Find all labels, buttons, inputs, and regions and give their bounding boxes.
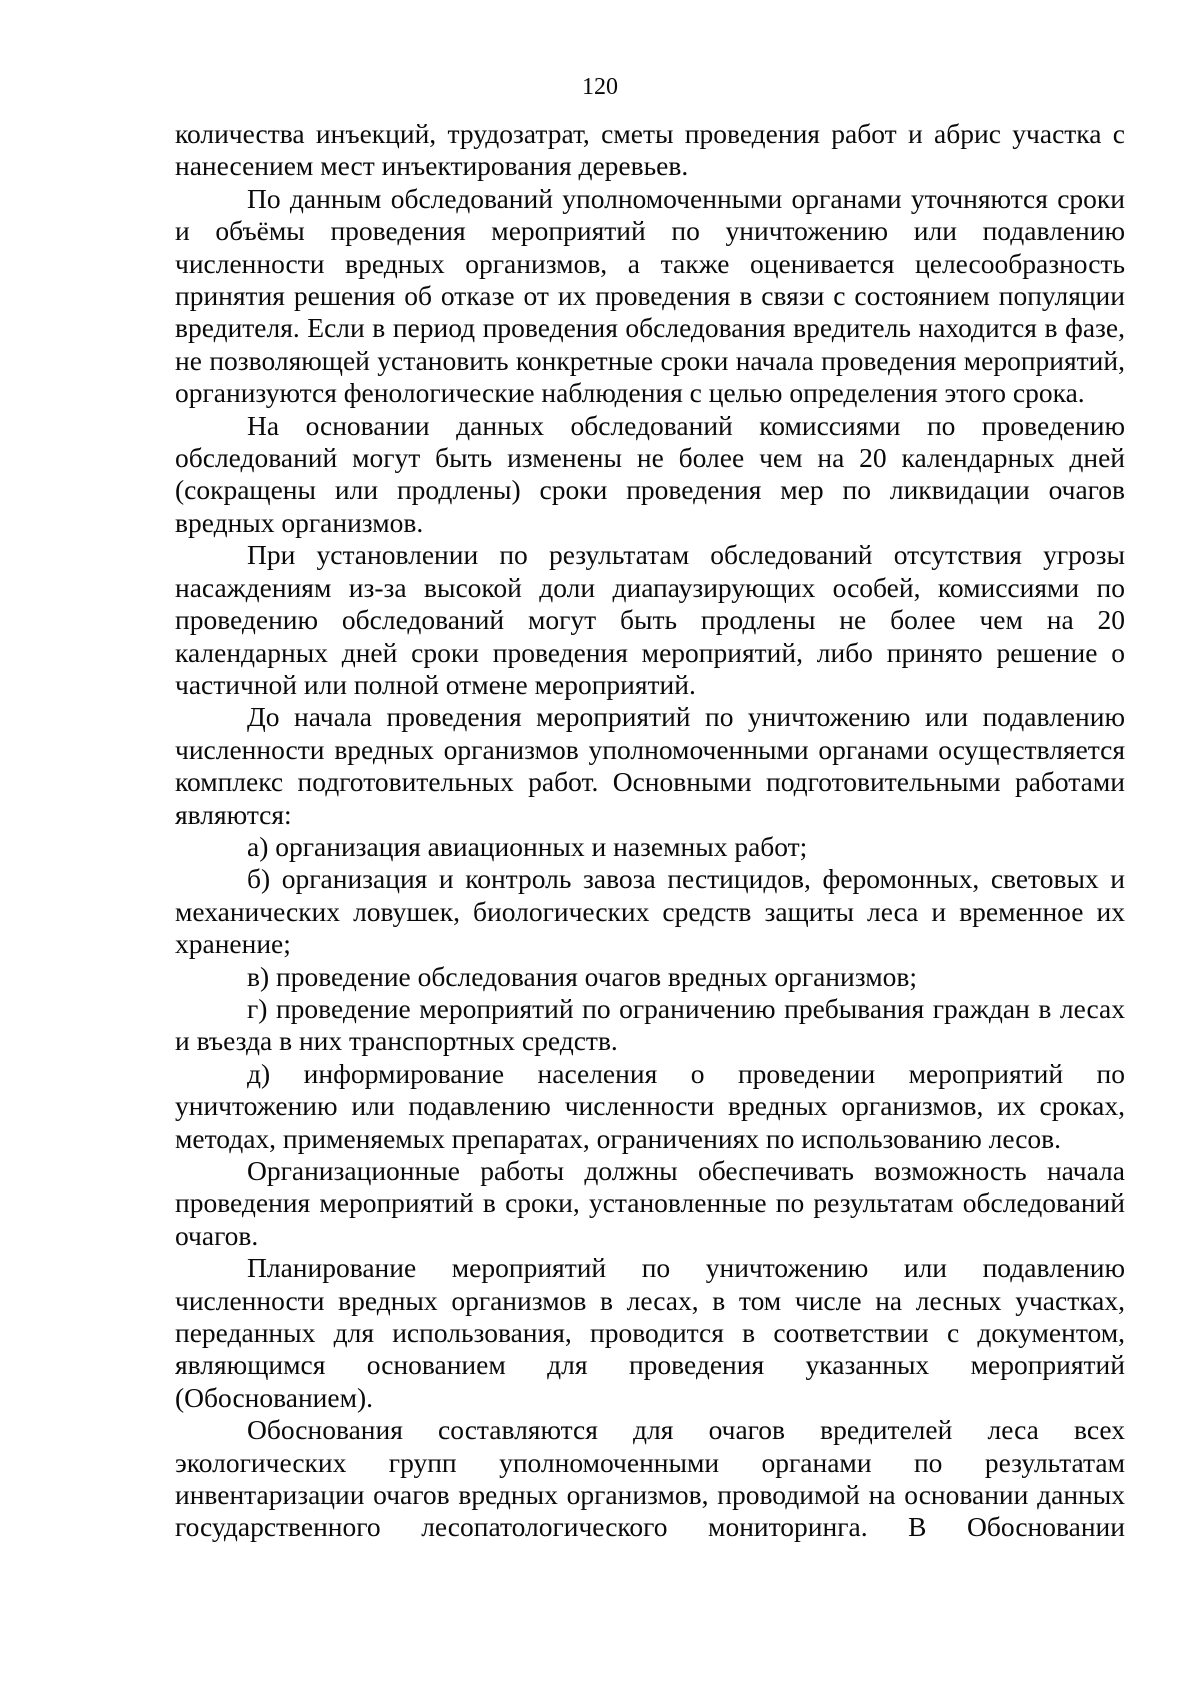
paragraph-5: До начала проведения мероприятий по уничтожению или подавлению численности вредных организмов уполномоченными органами осуществляется комплекс подготовительных работ. Основными подготовительными работами являются:	[175, 701, 1125, 830]
paragraph-7: Планирование мероприятий по уничтожению или подавлению численности вредных организмов в лесах, в том числе на лесных участках, переданных для использования, проводится в соответствии с документом, являющимся основанием для проведения указанных мероприятий (Обоснованием).	[175, 1252, 1125, 1413]
list-item-b: б) организация и контроль завоза пестицидов, феромонных, световых и механических ловушек, биологических средств защиты леса и временное их хранение;	[175, 863, 1125, 960]
paragraph-8: Обоснования составляются для очагов вредителей леса всех экологических групп уполномоченными органами по результатам инвентаризации очагов вредных организмов, проводимой на основании данных государственного лесопатологического мониторинга. В Обосновании	[175, 1414, 1125, 1543]
document-body	[175, 118, 1125, 1544]
list-item-v: в) проведение обследования очагов вредных организмов;	[247, 960, 917, 992]
paragraph-3: На основании данных обследований комиссиями по проведению обследований могут быть изменены не более чем на 20 календарных дней (сокращены или продлены) сроки проведения мер по ликвидации очагов вредных организмов.	[175, 409, 1125, 538]
list-item-a: а) организация авиационных и наземных работ;	[247, 830, 808, 862]
paragraph-4: При установлении по результатам обследований отсутствия угрозы насаждениям из-за высокой доли диапаузирующих особей, комиссиями по проведению обследований могут быть продлены не более чем на 20 календарных дней сроки проведения мероприятий, либо принято решение о частичной или полной отмене мероприятий.	[175, 539, 1125, 700]
paragraph-1: количества инъекций, трудозатрат, сметы проведения работ и абрис участка с нанесением мест инъектирования деревьев.	[175, 118, 1125, 182]
paragraph-2: По данным обследований уполномоченными органами уточняются сроки и объёмы проведения мероприятий по уничтожению или подавлению численности вредных организмов, а также оценивается целесообразность принятия решения об отказе от их проведения в связи с состоянием популяции вредителя. Если в период проведения обследования вредитель находится в фазе, не позволяющей установить конкретные сроки начала проведения мероприятий, организуются фенологические наблюдения с целью определения этого срока.	[175, 182, 1125, 409]
paragraph-6: Организационные работы должны обеспечивать возможность начала проведения мероприятий в сроки, установленные по результатам обследований очагов.	[175, 1155, 1125, 1251]
list-item-g: г) проведение мероприятий по ограничению пребывания граждан в лесах и въезда в них транспортных средств.	[175, 992, 1125, 1057]
list-item-d: д) информирование населения о проведении мероприятий по уничтожению или подавлению численности вредных организмов, их сроках, методах, применяемых препаратах, ограничениях по использованию лесов.	[175, 1057, 1125, 1154]
page-number: 120	[582, 74, 618, 100]
